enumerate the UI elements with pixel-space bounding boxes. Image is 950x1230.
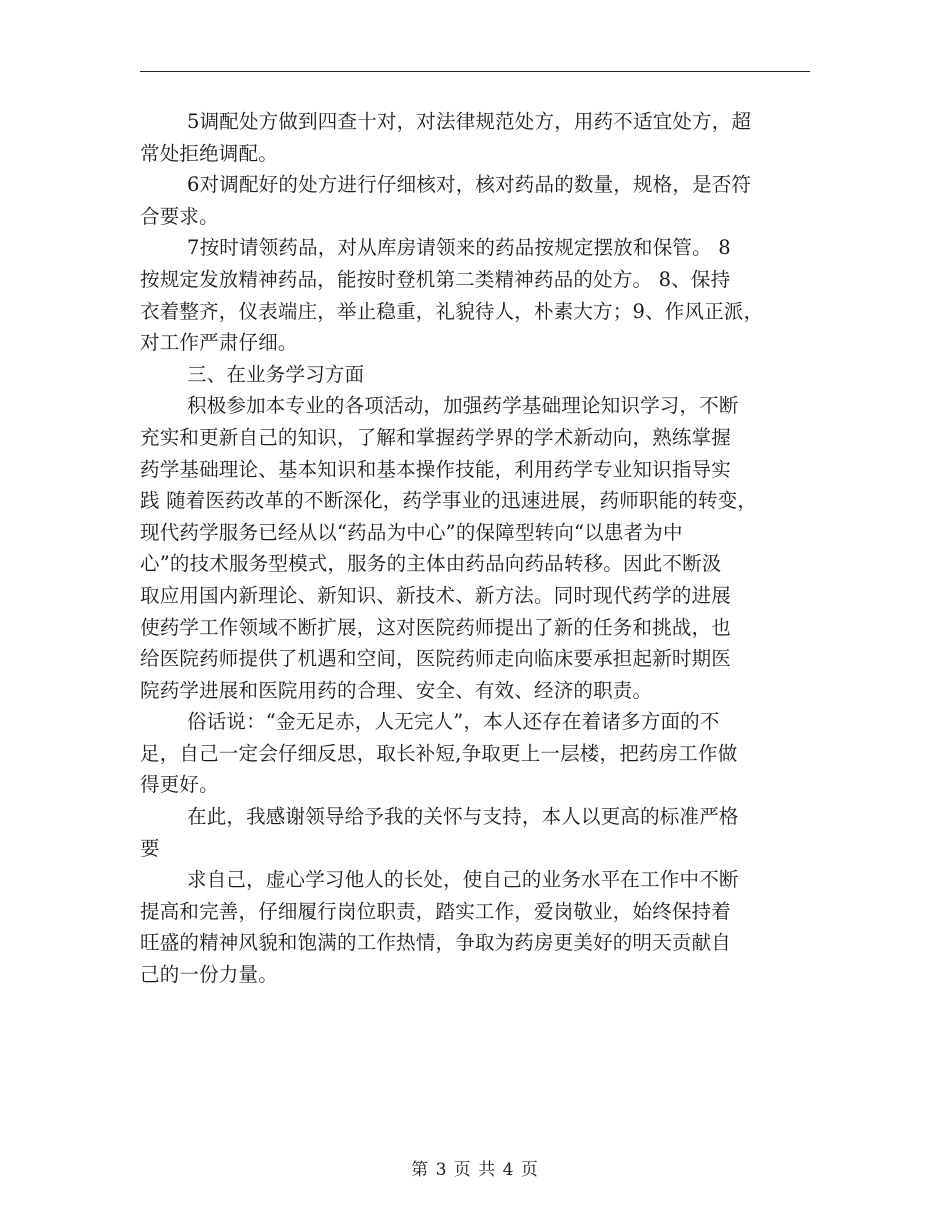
text-line: 积极参加本专业的各项活动，加强药学基础理论知识学习，不断 bbox=[187, 394, 739, 418]
text-line: 衣着整齐，仪表端庄，举止稳重，礼貌待人，朴素大方；9、作风正派， bbox=[140, 299, 764, 323]
text-line: 提高和完善，仔细履行岗位职责，踏实工作，爱岗敬业，始终保持着 bbox=[140, 899, 732, 923]
document-body bbox=[140, 106, 810, 991]
text-line: 给医院药师提供了机遇和空间，医院药师走向临床要承担起新时期医 bbox=[140, 647, 732, 671]
text-line: 足，自己一定会仔细反思，取长补短,争取更上一层楼，把药房工作做 bbox=[140, 741, 738, 765]
text-line: 俗话说：“金无足赤，人无完人”，本人还存在着诸多方面的不 bbox=[187, 710, 720, 734]
text-line: 要 bbox=[140, 836, 160, 860]
text-line: 常处拒绝调配。 bbox=[140, 141, 278, 165]
text-line: 对工作严肃仔细。 bbox=[140, 331, 298, 355]
text-line: 现代药学服务已经从以“药品为中心”的保障型转向“以患者为中 bbox=[140, 520, 683, 544]
text-line: 药学基础理论、基本知识和基本操作技能，利用药学专业知识指导实 bbox=[140, 457, 732, 481]
text-line: 合要求。 bbox=[140, 204, 219, 228]
text-line: 己的一份力量。 bbox=[140, 963, 278, 987]
text-line: 院药学进展和医院用药的合理、安全、有效、经济的职责。 bbox=[140, 678, 653, 702]
section-heading: 三、在业务学习方面 bbox=[187, 362, 365, 386]
text-line: 求自己，虚心学习他人的长处，使自己的业务水平在工作中不断 bbox=[187, 868, 739, 892]
text-line: 充实和更新自己的知识，了解和掌握药学界的学术新动向，熟练掌握 bbox=[140, 425, 732, 449]
text-line: 取应用国内新理论、新知识、新技术、新方法。同时现代药学的进展 bbox=[140, 583, 732, 607]
text-line: 得更好。 bbox=[140, 773, 219, 797]
text-line: 践 随着医药改革的不断深化，药学事业的迅速进展，药师职能的转变， bbox=[140, 489, 758, 513]
text-line: 在此，我感谢领导给予我的关怀与支持，本人以更高的标准严格 bbox=[187, 805, 739, 829]
text-line: 7按时请领药品，对从库房请领来的药品按规定摆放和保管。 8 bbox=[187, 236, 731, 260]
page-number: 第 3 页 共 4 页 bbox=[411, 1160, 539, 1180]
text-line: 5调配处方做到四查十对，对法律规范处方，用药不适宜处方，超 bbox=[187, 110, 752, 133]
text-line: 心”的技术服务型模式，服务的主体由药品向药品转移。因此不断汲 bbox=[140, 552, 722, 576]
text-line: 按规定发放精神药品，能按时登机第二类精神药品的处方。 8、保持 bbox=[140, 267, 731, 291]
text-line: 6对调配好的处方进行仔细核对，核对药品的数量，规格，是否符 bbox=[187, 173, 752, 197]
header-rule bbox=[140, 71, 810, 72]
text-line: 旺盛的精神风貌和饱满的工作热情，争取为药房更美好的明天贡献自 bbox=[140, 931, 732, 955]
text-line: 使药学工作领域不断扩展，这对医院药师提出了新的任务和挑战，也 bbox=[140, 615, 732, 639]
